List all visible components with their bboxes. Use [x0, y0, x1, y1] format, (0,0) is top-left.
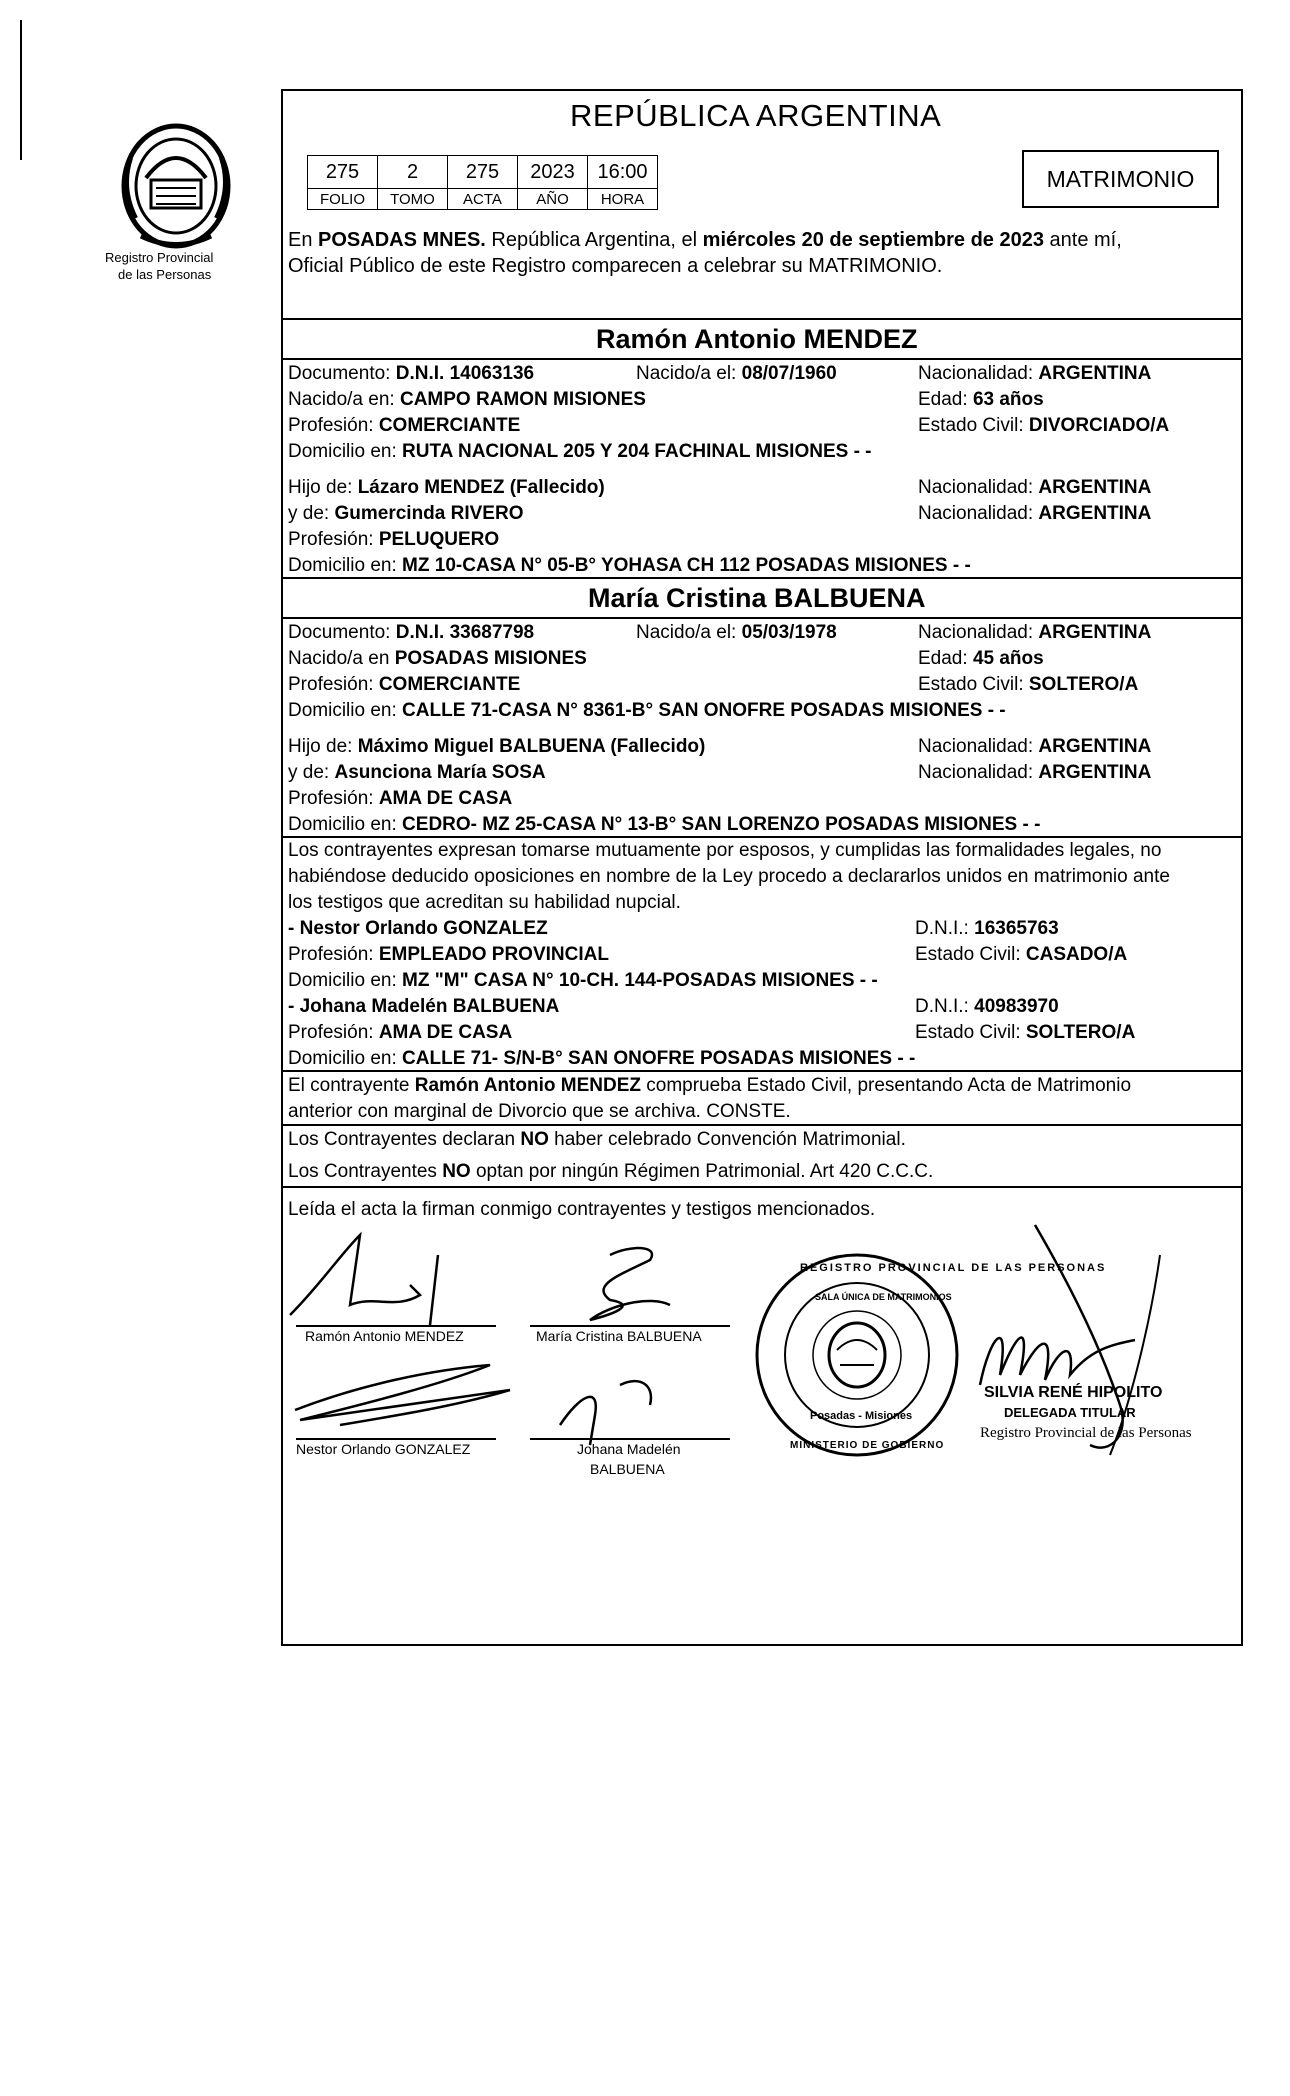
- divider: [283, 1186, 1241, 1188]
- signature-label-witness2-line1: Johana Madelén: [577, 1441, 681, 1457]
- spouse2-parents-address: Domicilio en: CEDRO- MZ 25-CASA N° 13-B° SAN LORENZO POSADAS MISIONES - -: [288, 814, 1041, 835]
- divider: [283, 318, 1241, 320]
- spouse1-father-nationality: Nacionalidad: ARGENTINA: [918, 477, 1152, 498]
- spouse1-father: Hijo de: Lázaro MENDEZ (Fallecido): [288, 477, 605, 498]
- folio-value: 275: [308, 156, 378, 189]
- spouse1-mother: y de: Gumercinda RIVERO: [288, 503, 524, 524]
- hour-label: HORA: [588, 189, 658, 210]
- spouse1-parents-address: Domicilio en: MZ 10-CASA N° 05-B° YOHASA CH 112 POSADAS MISIONES - -: [288, 555, 971, 576]
- document-type-box: MATRIMONIO: [1022, 150, 1219, 208]
- witness1-address: Domicilio en: MZ "M" CASA N° 10-CH. 144-POSADAS MISIONES - -: [288, 970, 878, 991]
- signature-label-spouse2: María Cristina BALBUENA: [536, 1328, 702, 1344]
- official-name: SILVIA RENÉ HIPOLITO: [984, 1384, 1163, 1401]
- spouse2-nationality: Nacionalidad: ARGENTINA: [918, 622, 1152, 643]
- divider: [283, 1070, 1241, 1072]
- tomo-value: 2: [378, 156, 448, 189]
- declaration-line-1: Los contrayentes expresan tomarse mutuamente por esposos, y cumplidas las formalidades legales, no: [288, 840, 1162, 861]
- note-line-1: El contrayente Ramón Antonio MENDEZ comprueba Estado Civil, presentando Acta de Matrimonio: [288, 1075, 1132, 1096]
- divider: [283, 617, 1241, 619]
- year-value: 2023: [518, 156, 588, 189]
- conventions-line-1: Los Contrayentes declaran NO haber celebrado Convención Matrimonial.: [288, 1129, 906, 1150]
- spouse1-nationality: Nacionalidad: ARGENTINA: [918, 363, 1152, 384]
- signature-line: [530, 1438, 730, 1440]
- witness2-name: - Johana Madelén BALBUENA: [288, 996, 560, 1017]
- spouse2-profession: Profesión: COMERCIANTE: [288, 674, 521, 695]
- spouse1-age: Edad: 63 años: [918, 389, 1044, 410]
- witness1-name: - Nestor Orlando GONZALEZ: [288, 918, 548, 939]
- tomo-label: TOMO: [378, 189, 448, 210]
- hour-value: 16:00: [588, 156, 658, 189]
- witness1-civil-status: Estado Civil: CASADO/A: [915, 944, 1128, 965]
- divider: [283, 836, 1241, 838]
- spouse1-address: Domicilio en: RUTA NACIONAL 205 Y 204 FACHINAL MISIONES - -: [288, 441, 872, 462]
- spouse1-parents-profession: Profesión: PELUQUERO: [288, 529, 500, 550]
- spouse2-birthplace: Nacido/a en POSADAS MISIONES: [288, 648, 587, 669]
- spouse1-profession: Profesión: COMERCIANTE: [288, 415, 521, 436]
- seal-bottom-text: MINISTERIO DE GOBIERNO: [790, 1440, 945, 1451]
- signature-line: [296, 1438, 496, 1440]
- conventions-line-2: Los Contrayentes NO optan por ningún Régimen Patrimonial. Art 420 C.C.C.: [288, 1161, 934, 1182]
- spouse2-civil-status: Estado Civil: SOLTERO/A: [918, 674, 1139, 695]
- signature-label-witness1: Nestor Orlando GONZALEZ: [296, 1441, 471, 1457]
- witness2-civil-status: Estado Civil: SOLTERO/A: [915, 1022, 1136, 1043]
- divider: [283, 358, 1241, 360]
- registry-name-line2: de las Personas: [118, 267, 212, 282]
- spouse1-birthdate: Nacido/a el: 08/07/1960: [636, 363, 837, 384]
- country-title: REPÚBLICA ARGENTINA: [570, 98, 942, 133]
- note-line-2: anterior con marginal de Divorcio que se archiva. CONSTE.: [288, 1101, 791, 1122]
- acta-label: ACTA: [448, 189, 518, 210]
- year-label: AÑO: [518, 189, 588, 210]
- spouse2-address: Domicilio en: CALLE 71-CASA N° 8361-B° SAN ONOFRE POSADAS MISIONES - -: [288, 700, 1006, 721]
- seal-outer-text: REGISTRO PROVINCIAL DE LAS PERSONAS: [800, 1262, 1107, 1274]
- folio-label: FOLIO: [308, 189, 378, 210]
- declaration-line-3: los testigos que acreditan su habilidad nupcial.: [288, 892, 681, 913]
- witness2-address: Domicilio en: CALLE 71- S/N-B° SAN ONOFRE POSADAS MISIONES - -: [288, 1048, 916, 1069]
- spouse2-name: María Cristina BALBUENA: [588, 583, 926, 613]
- closing-statement: Leída el acta la firman conmigo contrayentes y testigos mencionados.: [288, 1199, 876, 1220]
- spouse2-mother-nationality: Nacionalidad: ARGENTINA: [918, 762, 1152, 783]
- seal-city-text: Posadas - Misiones: [810, 1410, 913, 1422]
- spouse1-birthplace: Nacido/a en: CAMPO RAMON MISIONES: [288, 389, 646, 410]
- divider: [283, 577, 1241, 579]
- intro-line-2: Oficial Público de este Registro comparecen a celebrar su MATRIMONIO.: [288, 255, 943, 277]
- spouse2-father: Hijo de: Máximo Miguel BALBUENA (Fallecido): [288, 736, 706, 757]
- witness1-profession: Profesión: EMPLEADO PROVINCIAL: [288, 944, 609, 965]
- spouse2-age: Edad: 45 años: [918, 648, 1044, 669]
- intro-line-1: En POSADAS MNES. República Argentina, el miércoles 20 de septiembre de 2023 ante mí,: [288, 229, 1122, 251]
- spouse1-document: Documento: D.N.I. 14063136: [288, 363, 535, 384]
- signature-label-spouse1: Ramón Antonio MENDEZ: [305, 1328, 464, 1344]
- declaration-line-2: habiéndose deducido oposiciones en nombre de la Ley procedo a declararlos unidos en matrimonio ante: [288, 866, 1170, 887]
- spouse1-civil-status: Estado Civil: DIVORCIADO/A: [918, 415, 1170, 436]
- spouse2-parents-profession: Profesión: AMA DE CASA: [288, 788, 513, 809]
- divider: [283, 1124, 1241, 1126]
- spouse1-name: Ramón Antonio MENDEZ: [596, 324, 918, 354]
- signature-line: [530, 1325, 730, 1327]
- spouse2-birthdate: Nacido/a el: 05/03/1978: [636, 622, 837, 643]
- official-title: DELEGADA TITULAR: [1004, 1405, 1136, 1420]
- signature-label-witness2-line2: BALBUENA: [590, 1461, 665, 1477]
- witness2-profession: Profesión: AMA DE CASA: [288, 1022, 513, 1043]
- seal-inner-text: SALA ÚNICA DE MATRIMONIOS: [815, 1292, 952, 1302]
- spouse2-father-nationality: Nacionalidad: ARGENTINA: [918, 736, 1152, 757]
- witness2-dni: D.N.I.: 40983970: [915, 996, 1059, 1017]
- spouse2-document: Documento: D.N.I. 33687798: [288, 622, 535, 643]
- signature-line: [296, 1325, 496, 1327]
- registry-name-line1: Registro Provincial: [105, 250, 214, 265]
- record-metadata-table: [307, 155, 658, 210]
- spouse1-mother-nationality: Nacionalidad: ARGENTINA: [918, 503, 1152, 524]
- witness1-dni: D.N.I.: 16365763: [915, 918, 1059, 939]
- official-seal-icon: [752, 1250, 962, 1460]
- official-office: Registro Provincial de las Personas: [980, 1425, 1192, 1441]
- spouse2-mother: y de: Asunciona María SOSA: [288, 762, 546, 783]
- margin-line: [20, 20, 22, 160]
- acta-value: 275: [448, 156, 518, 189]
